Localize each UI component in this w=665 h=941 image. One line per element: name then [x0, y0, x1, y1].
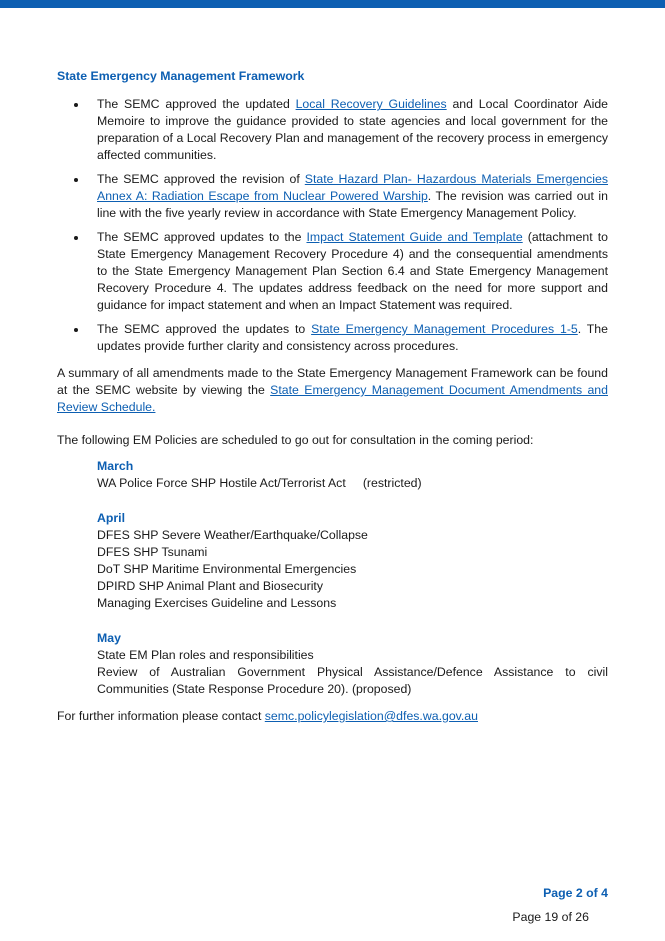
approvals-list — [57, 96, 608, 355]
bullet-icon — [74, 178, 78, 182]
may-schedule — [57, 630, 608, 698]
month-heading: April — [97, 511, 126, 525]
document-page-number: Page 19 of 26 — [512, 910, 589, 924]
list-item: The SEMC approved the updated Local Recovery Guidelines and Local Coordinator Aide Memoire to improve the guidance provided to state agencies and local government for the preparation of a Local Recovery Plan and management of the recovery process in emergency affected communities. — [57, 96, 608, 164]
impact-statement-guide-link[interactable]: Impact Statement Guide and Template — [306, 230, 523, 244]
contact-email-link[interactable]: semc.policylegislation@dfes.wa.gov.au — [264, 709, 478, 723]
march-schedule — [57, 458, 608, 492]
month-heading: May — [97, 631, 121, 645]
bullet-icon — [74, 236, 78, 240]
section-heading: State Emergency Management Framework — [57, 69, 305, 83]
schedule-item: State EM Plan roles and responsibilities — [97, 648, 314, 662]
april-schedule — [57, 510, 608, 612]
month-heading: March — [97, 459, 134, 473]
local-recovery-guidelines-link[interactable]: Local Recovery Guidelines — [295, 97, 447, 111]
amendments-schedule-link[interactable]: State Emergency Management Document Amendments and Review Schedule. — [57, 383, 608, 414]
schedule-item: WA Police Force SHP Hostile Act/Terrorist Act (restricted) — [97, 476, 422, 490]
top-accent-bar — [0, 0, 665, 8]
list-item: The SEMC approved the revision of State Hazard Plan- Hazardous Materials Emergencies Annex A: Radiation Escape from Nuclear Powered Warship. The revision was carried out in line with the five yearly review in accordance with State Emergency Management Policy. — [57, 171, 608, 222]
schedule-item: DFES SHP Tsunami — [97, 545, 208, 559]
section-page-number: Page 2 of 4 — [543, 886, 608, 900]
list-item: The SEMC approved updates to the Impact Statement Guide and Template (attachment to State Emergency Management Recovery Procedure 4) and the consequential amendments to the State Emergency Management Plan Section 6.4 and State Emergency Management Recovery Procedure 4. The updates address feedback on the need for more support and guidance for impact statement and when an Impact Statement was required. — [57, 229, 608, 314]
document-body — [57, 68, 608, 725]
consultation-intro: The following EM Policies are scheduled to go out for consultation in the coming period: — [57, 433, 534, 447]
schedule-item: DPIRD SHP Animal Plant and Biosecurity — [97, 579, 323, 593]
em-procedures-link[interactable]: State Emergency Management Procedures 1-5 — [311, 322, 578, 336]
contact-paragraph: For further information please contact semc.policylegislation@dfes.wa.gov.au — [57, 709, 478, 723]
state-hazard-plan-link[interactable]: State Hazard Plan- Hazardous Materials Emergencies Annex A: Radiation Escape from Nuclear Powered Warship — [97, 172, 609, 203]
list-item: The SEMC approved the updates to State Emergency Management Procedures 1-5. The updates provide further clarity and consistency across procedures. — [57, 321, 608, 355]
bullet-icon — [74, 103, 78, 107]
schedule-item: Managing Exercises Guideline and Lessons — [97, 596, 337, 610]
schedule-item: DoT SHP Maritime Environmental Emergencies — [97, 562, 357, 576]
schedule-item: Review of Australian Government Physical Assistance/Defence Assistance to civil Communities (State Response Procedure 20). (proposed) — [97, 665, 608, 696]
bullet-icon — [74, 328, 78, 332]
summary-paragraph: A summary of all amendments made to the State Emergency Management Framework can be found at the SEMC website by viewing the State Emergency Management Document Amendments and Review Schedule. — [57, 366, 608, 414]
schedule-item: DFES SHP Severe Weather/Earthquake/Collapse — [97, 528, 368, 542]
